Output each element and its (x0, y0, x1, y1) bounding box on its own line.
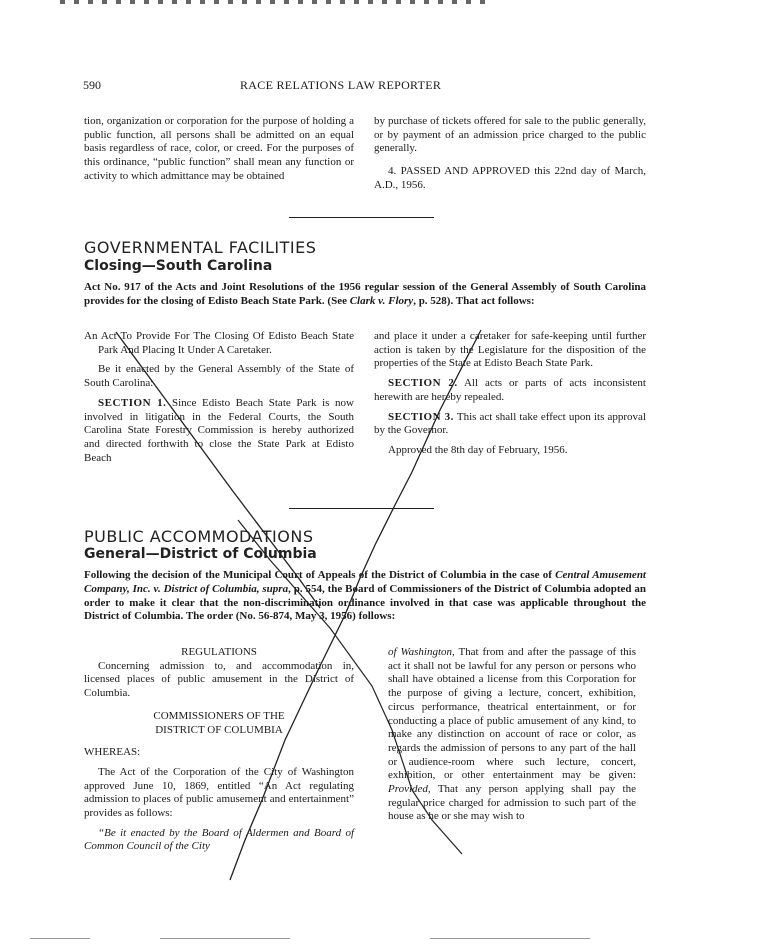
provided-keyword: Provided, (388, 783, 431, 796)
quoted-act-body: That from and after the passage of this act it shall not be lawful for any person or persons who shall have obtained a license from this Corporation for the purpose of giving a lecture, concert, exhibition, circus performance, theatrical entertainment, or for conducting a place of public amusement of any kind, to make any distinction on account of race or color, as regards the admission of persons to any part of the hall or audience-room where such lecture, concert, exhibition, or other entertainment may be given: (388, 646, 636, 782)
act-of-1869-text: The Act of the Corporation of the City of Washington approved June 10, 1869, entitled “An Act regulating admission to places of public amusement and entertainment” provides as follows: (84, 765, 354, 820)
section-subtitle-south-carolina: Closing—South Carolina (84, 258, 273, 274)
act-caption: An Act To Provide For The Closing Of Edisto Beach State Park And Placing It Under A Caretaker. (84, 330, 354, 356)
regulations-subject: Concerning admission to, and accommodation in, licensed places of public amusement in the District of Columbia. (84, 659, 354, 700)
strike-line-section1-right (230, 330, 481, 880)
quoted-enactment: “Be it enacted by the Board of Aldermen and Board of Common Council of the City (84, 826, 354, 853)
commissioners-line-1: COMMISSIONERS OF THE (153, 709, 285, 722)
section-1-label: SECTION 1. (98, 396, 167, 409)
section-title-public-accommodations: PUBLIC ACCOMMODATIONS (84, 527, 314, 546)
running-title: RACE RELATIONS LAW REPORTER (240, 78, 442, 92)
act-continuation: and place it under a caretaker for safe-keeping until further action is taken by the Legislature for the disposition of the properties of the State at Edisto Beach State Park. (374, 330, 646, 370)
section-3-label: SECTION 3. (388, 410, 454, 423)
section-subtitle-district-of-columbia: General—District of Columbia (84, 546, 317, 562)
scan-bottom-mark (160, 938, 290, 939)
section-1-body: Since Edisto Beach State Park is now involved in litigation in the Federal Courts, the South Carolina State Forestry Commission is hereby authorized and directed forthwith to close the State Park at Edisto Beach (84, 396, 354, 464)
preface-text-end: , p. 554, the Board of Commissioners of the District of Columbia adopted an order to make it clear that the non-discrimination ordinance involved in that case was applicable throughout the District of Columbia. The order (No. 56-874, May 3, 1956) follows: (84, 582, 646, 623)
commissioners-line-2: DISTRICT OF COLUMBIA (155, 723, 283, 736)
enacting-clause: Be it enacted by the General Assembly of the State of South Carolina: (84, 363, 354, 390)
section-title-governmental-facilities: GOVERNMENTAL FACILITIES (84, 238, 317, 257)
whereas-label: WHEREAS: (84, 746, 141, 759)
preface-text: Act No. 917 of the Acts and Joint Resolutions of the 1956 regular session of the General Assembly of South Carolina provides for the closing of Edisto Beach State Park. (See (84, 281, 646, 307)
preface-text-end: , p. 528). That act follows: (413, 294, 535, 307)
quoted-act-body-end: That any person applying shall pay the regular price charged for admission to such part of the house as he or she may wish to (388, 783, 636, 823)
continued-ordinance-text: tion, organization or corporation for the purpose of holding a public function, all persons shall be admitted on an equal basis regardless of race, color, or creed. For the purposes of this ordinance, “public function” shall mean any function or activity to which admittance may be obtained (84, 115, 354, 182)
quoted-act-italic-start: of Washington, (388, 646, 455, 658)
approval-date: Approved the 8th day of February, 1956. (388, 443, 568, 456)
page-number: 590 (83, 78, 101, 92)
section-2-label: SECTION 2. (388, 377, 458, 390)
continued-ordinance-text-right: by purchase of tickets offered for sale to the public generally, or by payment of an admission price charged to the public generally. (374, 115, 646, 155)
case-citation: Central Amusement Company, Inc. v. District of Columbia, supra (84, 569, 646, 595)
strike-line-section2 (238, 520, 462, 854)
passed-approved-line: 4. PASSED AND APPROVED this 22nd day of March, A.D., 1956. (374, 165, 646, 191)
strike-line-section1 (116, 332, 320, 608)
case-citation: Clark v. Flory (349, 294, 414, 307)
scan-bottom-mark (30, 938, 90, 939)
preface-text: Following the decision of the Municipal Court of Appeals of the District of Columbia in the case of (84, 569, 556, 581)
section-3-body: This act shall take effect upon its approval by the Governor. (374, 410, 646, 437)
scan-bottom-mark (430, 938, 590, 939)
section-2-body: All acts or parts of acts inconsistent herewith are hereby repealed. (374, 377, 646, 403)
regulations-heading: REGULATIONS (181, 646, 257, 658)
